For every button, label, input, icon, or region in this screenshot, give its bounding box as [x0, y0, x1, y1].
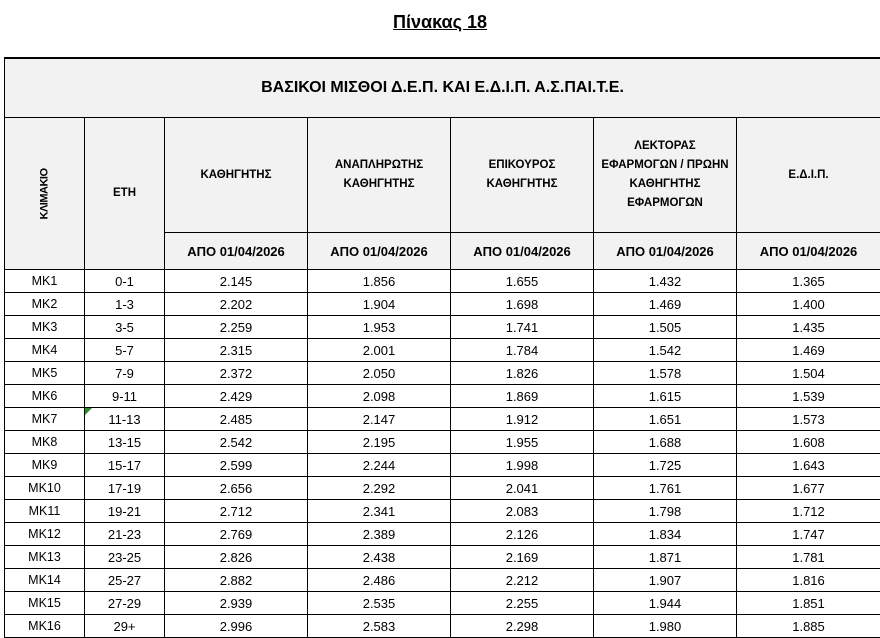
cell-edip: 1.539: [737, 385, 880, 408]
table-row: [5, 293, 880, 316]
cell-edip: 1.747: [737, 523, 880, 546]
cell-edip: 1.608: [737, 431, 880, 454]
cell-edip: 1.712: [737, 500, 880, 523]
cell-professor: 2.656: [165, 477, 308, 500]
cell-lecturer: 1.651: [594, 408, 737, 431]
cell-lecturer: 1.542: [594, 339, 737, 362]
cell-associate: 2.438: [308, 546, 451, 569]
cell-edip: 1.469: [737, 339, 880, 362]
cell-edip: 1.504: [737, 362, 880, 385]
cell-assistant: 2.298: [451, 615, 594, 638]
table-row: [5, 316, 880, 339]
cell-associate: 2.341: [308, 500, 451, 523]
cell-edip: 1.435: [737, 316, 880, 339]
cell-professor: 2.315: [165, 339, 308, 362]
cell-grade: ΜΚ12: [5, 523, 85, 546]
cell-lecturer: 1.578: [594, 362, 737, 385]
cell-associate: 2.098: [308, 385, 451, 408]
table-row: [5, 592, 880, 615]
cell-assistant: 1.698: [451, 293, 594, 316]
cell-edip: 1.816: [737, 569, 880, 592]
column-header-years: ΕΤΗ: [85, 118, 165, 270]
cell-associate: 2.195: [308, 431, 451, 454]
cell-years: 19-21: [85, 500, 165, 523]
cell-years: 0-1: [85, 270, 165, 293]
table-row: [5, 385, 880, 408]
table-row: [5, 270, 880, 293]
table-heading: ΒΑΣΙΚΟΙ ΜΙΣΘΟΙ Δ.Ε.Π. ΚΑΙ Ε.Δ.Ι.Π. Α.Σ.ΠΑΙ.Τ.Ε.: [5, 58, 880, 118]
date-header-assistant: ΑΠΟ 01/04/2026: [451, 233, 594, 270]
cell-grade: ΜΚ3: [5, 316, 85, 339]
cell-assistant: 1.655: [451, 270, 594, 293]
cell-lecturer: 1.432: [594, 270, 737, 293]
cell-professor: 2.826: [165, 546, 308, 569]
cell-professor: 2.259: [165, 316, 308, 339]
cell-years-text: 11-13: [108, 412, 140, 427]
column-header-grade-label: ΚΛΙΜΑΚΙΟ: [35, 168, 54, 219]
table-row: [5, 477, 880, 500]
cell-lecturer: 1.798: [594, 500, 737, 523]
cell-professor: 2.882: [165, 569, 308, 592]
table-row: [5, 339, 880, 362]
cell-lecturer: 1.761: [594, 477, 737, 500]
cell-assistant: 1.784: [451, 339, 594, 362]
cell-associate: 1.904: [308, 293, 451, 316]
column-header-edip: Ε.Δ.Ι.Π.: [737, 118, 880, 233]
cell-grade: ΜΚ13: [5, 546, 85, 569]
cell-professor: 2.485: [165, 408, 308, 431]
table-row: [5, 454, 880, 477]
cell-grade: ΜΚ6: [5, 385, 85, 408]
cell-assistant: 2.169: [451, 546, 594, 569]
cell-grade: ΜΚ5: [5, 362, 85, 385]
cell-grade: ΜΚ1: [5, 270, 85, 293]
comment-marker-icon: [85, 408, 92, 415]
cell-lecturer: 1.725: [594, 454, 737, 477]
cell-lecturer: 1.688: [594, 431, 737, 454]
table-row: [5, 546, 880, 569]
cell-grade: ΜΚ9: [5, 454, 85, 477]
cell-edip: 1.677: [737, 477, 880, 500]
cell-years: 21-23: [85, 523, 165, 546]
cell-professor: 2.769: [165, 523, 308, 546]
table-body: [5, 270, 880, 638]
cell-assistant: 2.126: [451, 523, 594, 546]
cell-associate: 2.244: [308, 454, 451, 477]
cell-years: [85, 408, 165, 431]
cell-grade: ΜΚ2: [5, 293, 85, 316]
cell-grade: ΜΚ8: [5, 431, 85, 454]
cell-associate: 2.535: [308, 592, 451, 615]
cell-years: 27-29: [85, 592, 165, 615]
column-header-lecturer: ΛΕΚΤΟΡΑΣ ΕΦΑΡΜΟΓΩΝ / ΠΡΩΗΝ ΚΑΘΗΓΗΤΗΣ ΕΦΑΡΜΟΓΩΝ: [594, 118, 737, 233]
cell-years: 15-17: [85, 454, 165, 477]
table-row: [5, 569, 880, 592]
cell-grade: ΜΚ4: [5, 339, 85, 362]
cell-lecturer: 1.944: [594, 592, 737, 615]
cell-lecturer: 1.980: [594, 615, 737, 638]
cell-assistant: 1.826: [451, 362, 594, 385]
cell-associate: 2.583: [308, 615, 451, 638]
cell-associate: 2.050: [308, 362, 451, 385]
cell-associate: 2.147: [308, 408, 451, 431]
table-row: [5, 431, 880, 454]
cell-years: 5-7: [85, 339, 165, 362]
cell-years: 17-19: [85, 477, 165, 500]
document-title: Πίνακας 18: [0, 12, 880, 33]
cell-edip: 1.781: [737, 546, 880, 569]
table-row: [5, 500, 880, 523]
cell-assistant: 1.955: [451, 431, 594, 454]
cell-years: 9-11: [85, 385, 165, 408]
cell-professor: 2.372: [165, 362, 308, 385]
cell-assistant: 2.255: [451, 592, 594, 615]
cell-years: 25-27: [85, 569, 165, 592]
cell-assistant: 1.869: [451, 385, 594, 408]
cell-edip: 1.365: [737, 270, 880, 293]
cell-years: 23-25: [85, 546, 165, 569]
cell-grade: ΜΚ7: [5, 408, 85, 431]
cell-lecturer: 1.834: [594, 523, 737, 546]
cell-professor: 2.996: [165, 615, 308, 638]
salary-table: [4, 57, 880, 638]
cell-professor: 2.542: [165, 431, 308, 454]
cell-assistant: 2.083: [451, 500, 594, 523]
cell-professor: 2.145: [165, 270, 308, 293]
cell-edip: 1.885: [737, 615, 880, 638]
date-header-professor: ΑΠΟ 01/04/2026: [165, 233, 308, 270]
cell-lecturer: 1.907: [594, 569, 737, 592]
cell-years: 3-5: [85, 316, 165, 339]
cell-lecturer: 1.871: [594, 546, 737, 569]
cell-years: 1-3: [85, 293, 165, 316]
cell-edip: 1.573: [737, 408, 880, 431]
table-row: [5, 362, 880, 385]
cell-professor: 2.202: [165, 293, 308, 316]
cell-lecturer: 1.469: [594, 293, 737, 316]
cell-years: 7-9: [85, 362, 165, 385]
column-header-assistant: ΕΠΙΚΟΥΡΟΣ ΚΑΘΗΓΗΤΗΣ: [451, 118, 594, 233]
table-row: [5, 615, 880, 638]
cell-associate: 2.389: [308, 523, 451, 546]
table-row: [5, 523, 880, 546]
date-header-edip: ΑΠΟ 01/04/2026: [737, 233, 880, 270]
cell-associate: 2.292: [308, 477, 451, 500]
cell-grade: ΜΚ14: [5, 569, 85, 592]
column-header-associate: ΑΝΑΠΛΗΡΩΤΗΣ ΚΑΘΗΓΗΤΗΣ: [308, 118, 451, 233]
cell-years: 29+: [85, 615, 165, 638]
cell-associate: 2.001: [308, 339, 451, 362]
column-header-professor: ΚΑΘΗΓΗΤΗΣ: [165, 118, 308, 233]
cell-professor: 2.712: [165, 500, 308, 523]
cell-assistant: 2.212: [451, 569, 594, 592]
cell-assistant: 1.998: [451, 454, 594, 477]
cell-assistant: 2.041: [451, 477, 594, 500]
cell-grade: ΜΚ10: [5, 477, 85, 500]
cell-grade: ΜΚ15: [5, 592, 85, 615]
date-header-lecturer: ΑΠΟ 01/04/2026: [594, 233, 737, 270]
cell-edip: 1.851: [737, 592, 880, 615]
date-header-associate: ΑΠΟ 01/04/2026: [308, 233, 451, 270]
cell-lecturer: 1.615: [594, 385, 737, 408]
cell-assistant: 1.741: [451, 316, 594, 339]
cell-grade: ΜΚ11: [5, 500, 85, 523]
cell-associate: 2.486: [308, 569, 451, 592]
cell-professor: 2.939: [165, 592, 308, 615]
cell-edip: 1.400: [737, 293, 880, 316]
column-header-grade: [5, 118, 85, 270]
cell-grade: ΜΚ16: [5, 615, 85, 638]
cell-professor: 2.429: [165, 385, 308, 408]
cell-lecturer: 1.505: [594, 316, 737, 339]
table-row: [5, 408, 880, 431]
cell-associate: 1.953: [308, 316, 451, 339]
cell-years: 13-15: [85, 431, 165, 454]
cell-associate: 1.856: [308, 270, 451, 293]
cell-professor: 2.599: [165, 454, 308, 477]
cell-edip: 1.643: [737, 454, 880, 477]
cell-assistant: 1.912: [451, 408, 594, 431]
